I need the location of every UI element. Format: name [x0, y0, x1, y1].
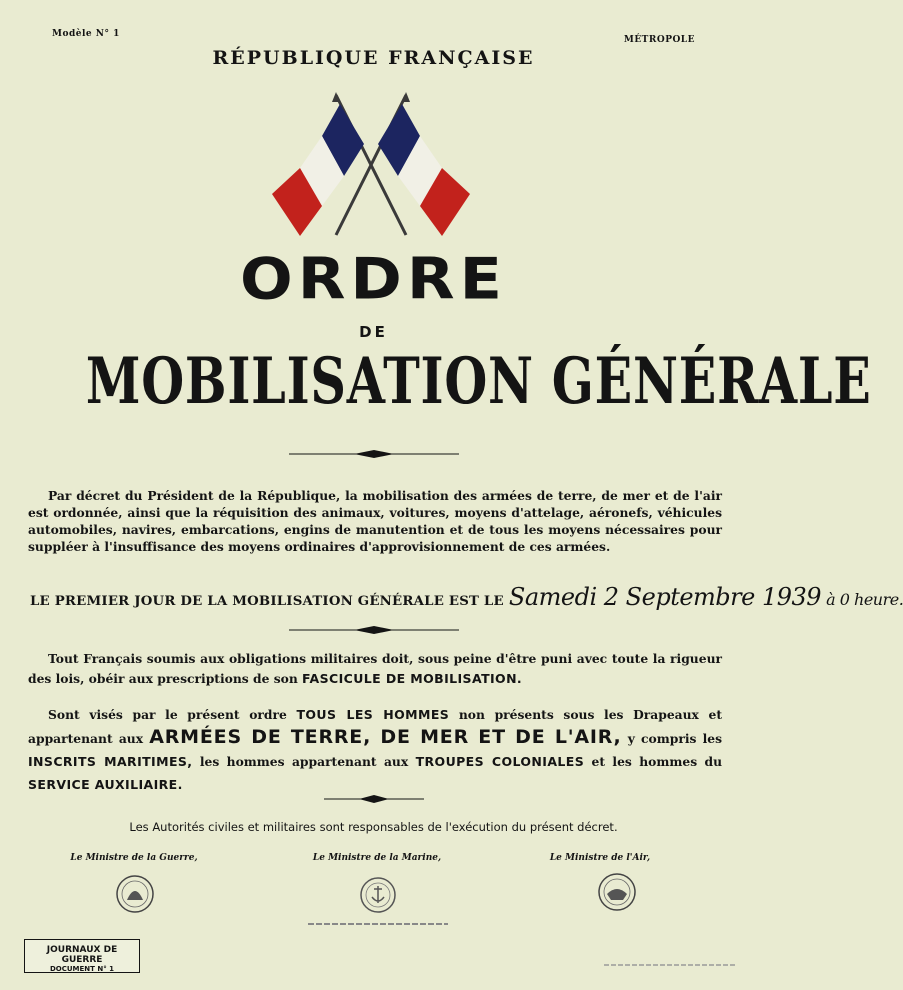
- sont-emphasis: TOUS LES HOMMES: [296, 707, 450, 722]
- crossed-flags-icon: [266, 90, 476, 240]
- ministre-air: Le Ministre de l'Air,: [549, 853, 651, 863]
- decret-paragraph: Par décret du Président de la République, la mobilisation des armées de terre, de mer et de l'air est ordonnée, ainsi que la réquisition des animaux, voitures, moyens d'attelage, aéronefs, véhicules automobiles, navires, embarcations, engins de manutention et de tous les moyens nécessaires pour suppléer à l'insuffisance des moyens ordinaires d'approvisionnement de ces armées.: [28, 488, 722, 554]
- right-pole-tip: [402, 92, 410, 102]
- seal-marine-icon: [358, 875, 398, 915]
- sont-text: Sont visés par le présent ordre: [48, 707, 287, 722]
- left-pole-tip: [332, 92, 340, 102]
- sont-armees-emphasis: ARMÉES DE TERRE, DE MER ET DE L'AIR,: [149, 726, 622, 748]
- printer-imprint-mark: [308, 921, 448, 927]
- journaux-document: DOCUMENT N° 1: [49, 965, 115, 973]
- journaux-de-guerre-stamp: [24, 939, 140, 973]
- republique-heading: RÉPUBLIQUE FRANÇAISE: [212, 47, 535, 69]
- sont-text: non présents sous les Drapeaux et appartenant aux: [28, 707, 723, 746]
- sont-emphasis: TROUPES COLONIALES: [415, 754, 585, 769]
- seal-air-icon: [597, 872, 637, 912]
- sont-vises-paragraph: [28, 703, 722, 796]
- title-mobilisation-generale: MOBILISATION GÉNÉRALE: [85, 344, 872, 419]
- handwritten-time: à 0 heure.: [826, 590, 903, 609]
- ministre-guerre: Le Ministre de la Guerre,: [70, 853, 198, 863]
- premier-jour-line: [30, 583, 903, 611]
- sont-text: et les hommes du: [591, 754, 723, 769]
- autorites-line: Les Autorités civiles et militaires sont responsables de l'exécution du présent décret.: [129, 820, 618, 834]
- ministre-marine: Le Ministre de la Marine,: [312, 853, 442, 863]
- seal-guerre-icon: [115, 874, 155, 914]
- ornament-divider: [0, 620, 747, 639]
- premier-jour-label: LE PREMIER JOUR DE LA MOBILISATION GÉNÉRALE EST LE: [30, 594, 504, 609]
- tout-text: Tout Français soumis aux obligations militaires doit, sous peine d'être puni avec toute la rigueur des lois, obéir aux prescriptions de son: [28, 651, 722, 686]
- sont-text: y compris les: [627, 731, 723, 746]
- journaux-title: JOURNAUX DE GUERRE: [46, 945, 118, 965]
- ornament-divider: [0, 444, 747, 463]
- sont-emphasis: SERVICE AUXILIAIRE.: [28, 777, 183, 792]
- metropole-label: MÉTROPOLE: [623, 35, 695, 45]
- sont-emphasis: INSCRITS MARITIMES,: [28, 754, 193, 769]
- tout-francais-paragraph: [28, 649, 722, 689]
- modele-label: Modèle N° 1: [52, 29, 120, 39]
- handwritten-date: Samedi 2 Septembre 1939: [508, 583, 822, 611]
- tout-emphasis: FASCICULE DE MOBILISATION.: [302, 671, 523, 686]
- ornament-divider: [0, 789, 747, 808]
- title-de: DE: [359, 323, 388, 341]
- sont-text: les hommes appartenant aux: [199, 754, 409, 769]
- title-ordre: ORDRE: [239, 244, 507, 313]
- printer-imprint-mark: [604, 962, 736, 968]
